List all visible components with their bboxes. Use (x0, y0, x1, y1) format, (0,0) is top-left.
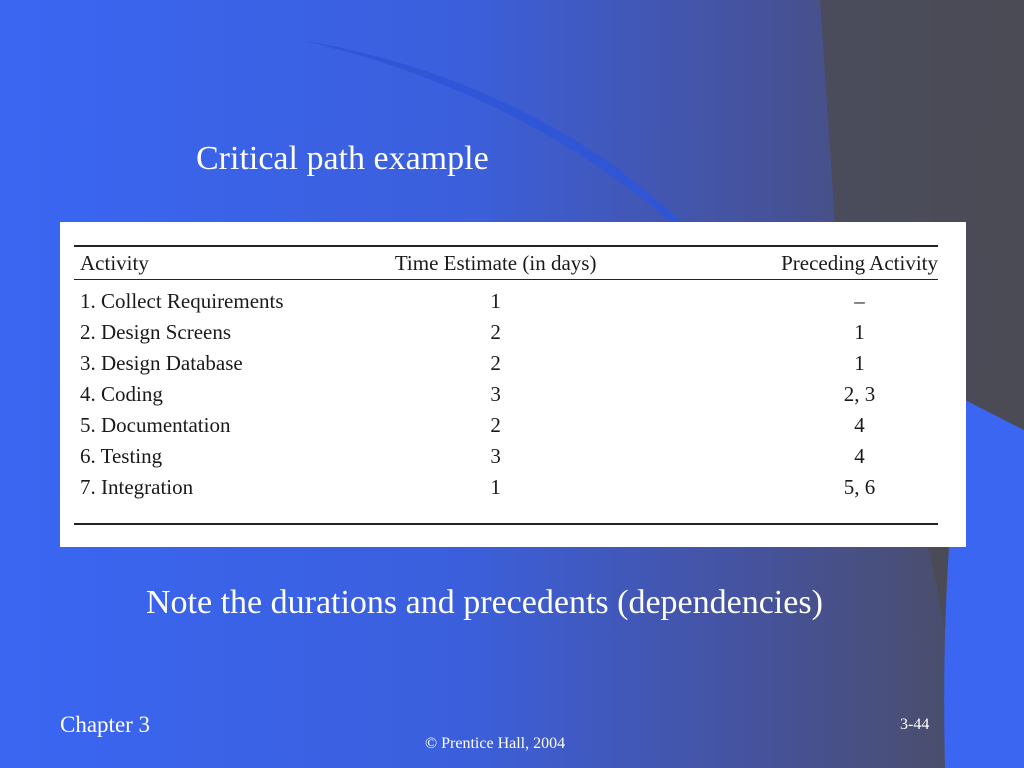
table-row (74, 379, 938, 410)
table-row (74, 348, 938, 379)
cell-preceding: 1 (854, 320, 865, 344)
cell-activity: 2. Design Screens (80, 320, 232, 344)
table-row (74, 441, 938, 472)
cell-preceding: 1 (854, 351, 865, 375)
cell-preceding: 4 (854, 413, 865, 437)
cell-time: 2 (490, 413, 501, 437)
cell-time: 1 (490, 475, 501, 499)
cell-preceding: – (854, 289, 865, 313)
cell-activity: 7. Integration (80, 475, 194, 499)
cell-activity: 1. Collect Requirements (80, 289, 284, 313)
footer-slide-number: 3-44 (900, 716, 930, 733)
cell-activity: 4. Coding (80, 382, 163, 406)
footer-copyright: © Prentice Hall, 2004 (425, 735, 566, 752)
table-row (74, 317, 938, 348)
cell-time: 1 (490, 289, 501, 313)
slide-title: Critical path example (196, 140, 489, 177)
table-row (74, 472, 938, 503)
activity-table (74, 245, 938, 525)
cell-time: 2 (490, 320, 501, 344)
header-preceding-activity: Preceding Activity (611, 247, 938, 280)
table-header-row (74, 247, 938, 280)
cell-preceding: 4 (854, 444, 865, 468)
cell-preceding: 5, 6 (843, 475, 876, 499)
cell-activity: 3. Design Database (80, 351, 243, 375)
cell-activity: 5. Documentation (80, 413, 231, 437)
header-activity: Activity (74, 247, 380, 280)
cell-preceding: 2, 3 (843, 382, 876, 406)
cell-time: 2 (490, 351, 501, 375)
table-row (74, 410, 938, 441)
cell-time: 3 (490, 444, 501, 468)
table-row (74, 280, 938, 318)
footer-chapter: Chapter 3 (60, 712, 151, 737)
table-image (60, 222, 966, 547)
cell-time: 3 (490, 382, 501, 406)
slide-note: Note the durations and precedents (dependencies) (146, 584, 823, 621)
cell-activity: 6. Testing (80, 444, 163, 468)
header-time-estimate: Time Estimate (in days) (380, 247, 611, 280)
